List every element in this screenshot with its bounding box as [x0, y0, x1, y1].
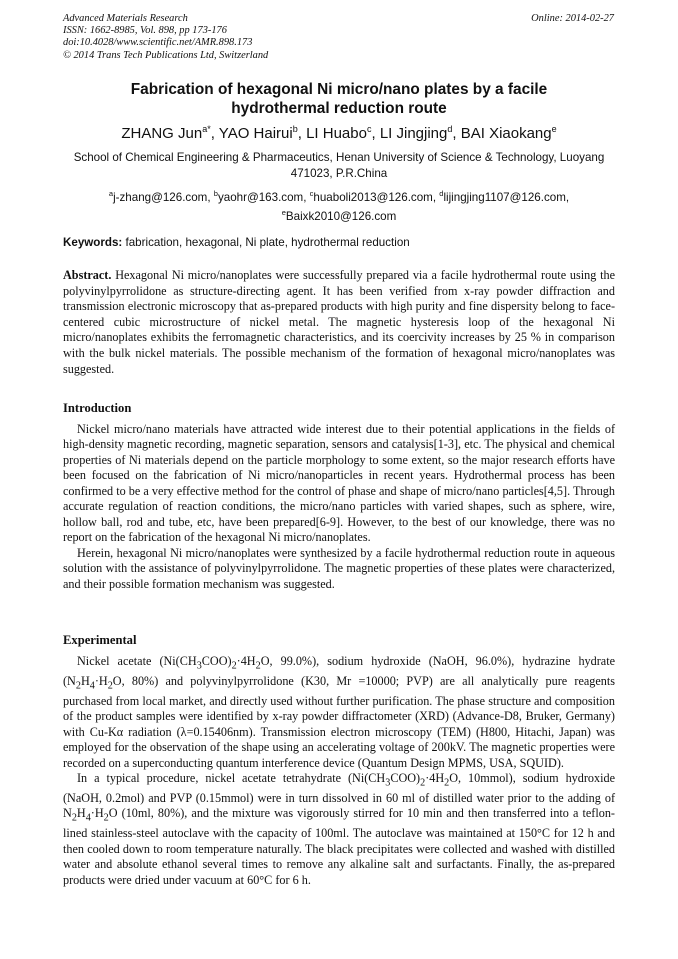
subscript: 2 — [255, 660, 261, 672]
email-address: j-zhang@126.com — [113, 190, 208, 204]
experimental-body — [63, 654, 615, 888]
introduction-heading: Introduction — [63, 401, 132, 415]
text-run: O (10ml, 80%), and the mixture was vigorously stirred for 10 min and then transferred into a teflon-lined stainless-steel autoclave with the capacity of 100ml. The autoclave was maintained at 150°C for 12 h and then cooled down to room temperature naturally. The black precipitates were collected and washed with distilled water and absolute ethanol several times to remove any alkaline salt and surfactants. Finally, the as-prepared products were dried under vacuum at 60°C for 6 h. — [63, 806, 615, 887]
email-sep: , — [565, 190, 570, 204]
email-sup: d — [439, 189, 444, 198]
text-run: O, 10mmol), sodium hydroxide (NaOH, 0.2mol) and PVP (0.15mmol) were in turn dissolved in 60 ml of distilled water prior to the adding of N — [63, 771, 615, 821]
author-sep: , — [297, 125, 307, 142]
keywords-label: Keywords: — [63, 236, 123, 249]
author-sep: , — [371, 125, 380, 142]
issn-line: ISSN: 1662-8985, Vol. 898, pp 173-176 — [63, 25, 227, 37]
subscript: 2 — [107, 680, 113, 692]
subscript: 2 — [231, 660, 237, 672]
text-run: COO) — [201, 654, 232, 668]
keywords-text: fabrication, hexagonal, Ni plate, hydrothermal reduction — [125, 236, 410, 249]
text-run: O, 80%) and polyvinylpyrrolidone (K30, Mr =10000; PVP) are all analytically pure reagents purchased from local market, and directly used without further purification. The phase structure and composition of the product samples were identified by x-ray powder diffractometer (XRD) (Advance-D8, Bruker, Germany) with Cu-Kα radiation (λ=0.15406nm). Transmission electron microscopy (TEM) (H800, Hitachi, Japan) was employed for the observation of the shape using an accelerating voltage of 200kV. The magnetic properties were recorded on a superconducting quantum interference device (Quantum Design MPMS, USA, SQUID). — [63, 673, 615, 770]
email-address: Baixk2010@126.com — [285, 209, 397, 223]
author-name: BAI Xiaokang — [460, 125, 552, 142]
text-run: ·4H — [236, 654, 256, 668]
subscript: 2 — [75, 680, 81, 692]
abstract-text: Hexagonal Ni micro/nanoplates were successfully prepared via a facile hydrothermal route using the polyvinylpyrrolidone as structure-directing agent. It has been verified from x-ray powder diffraction and transmission electronic microscopy that as-prepared products with high purity and fine dispersity belong to face-centered cubic microstructure of nickel metal. The magnetic hysteresis loop of the hexagonal Ni micro/nanoplates exhibits the ferromagnetic characteristics, and its coercivity increases by 25 % in comparison with the bulk nickel materials. The possible mechanism of the formation of hexagonal micro/nanoplates was suggested. — [63, 268, 616, 376]
author-name: ZHANG Jun — [121, 125, 203, 142]
subscript: 2 — [71, 812, 77, 824]
journal-header — [63, 13, 268, 62]
journal-name: Advanced Materials Research — [63, 13, 188, 24]
subscript: 2 — [420, 777, 426, 789]
email-sup: b — [213, 189, 218, 198]
subscript: 3 — [385, 777, 391, 789]
email-address: huaboli2013@126.com — [313, 190, 433, 204]
text-run: COO) — [390, 771, 421, 786]
author-sup: d — [447, 124, 453, 134]
email-sup: c — [309, 189, 314, 198]
subscript: 2 — [444, 777, 450, 789]
abstract-label: Abstract. — [63, 268, 112, 282]
subscript: 4 — [89, 680, 95, 692]
author-sup: a* — [202, 124, 211, 134]
author-list — [40, 124, 638, 142]
abstract — [63, 268, 615, 377]
subscript: 2 — [103, 812, 109, 824]
email-sep: , — [432, 190, 440, 204]
affiliation: School of Chemical Engineering & Pharmaceutics, Henan University of Science & Technology, Luoyang 471023, P.R.China — [73, 151, 605, 180]
author-sep: , — [210, 125, 219, 142]
text-run: ·H — [90, 806, 104, 821]
paragraph: Herein, hexagonal Ni micro/nanoplates were synthesized by a facile hydrothermal reduction route in aqueous solution with the assistance of polyvinylpyrrolidone. The magnetic properties of these plates were characterized, and their possible formation mechanism was suggested. — [63, 545, 615, 591]
text-run: H — [80, 673, 90, 688]
author-sup: b — [292, 124, 298, 134]
email-list — [40, 186, 638, 224]
paragraph — [63, 771, 615, 888]
subscript: 4 — [85, 812, 91, 824]
author-sup: e — [551, 124, 557, 134]
text-run: Nickel acetate (Ni(CH — [77, 654, 197, 668]
email-sup: a — [108, 189, 114, 198]
author-name: YAO Hairui — [218, 125, 293, 142]
text-run: O, 99.0%), sodium hydroxide (NaOH, 96.0%), hydrazine hydrate (N — [63, 654, 615, 688]
paper-title: Fabrication of hexagonal Ni micro/nano plates by a facile hydrothermal reduction route — [130, 81, 548, 117]
online-date: Online: 2014-02-27 — [531, 13, 614, 24]
email-sup: e — [281, 207, 286, 217]
text-run: H — [76, 806, 86, 821]
email-sep: , — [303, 190, 310, 204]
email-address: yaohr@163.com — [217, 190, 304, 204]
doi-line: doi:10.4028/www.scientific.net/AMR.898.173 — [63, 37, 253, 49]
text-run: In a typical procedure, nickel acetate tetrahydrate (Ni(CH — [77, 771, 386, 786]
experimental-heading: Experimental — [63, 633, 137, 647]
email-address: lijingjing1107@126.com — [443, 190, 566, 204]
subscript: 3 — [196, 660, 202, 672]
author-sep: , — [452, 125, 461, 142]
paragraph — [63, 654, 615, 771]
author-name: LI Jingjing — [379, 125, 448, 142]
keywords — [63, 236, 410, 249]
text-run: ·4H — [425, 771, 445, 786]
email-sep: , — [207, 190, 214, 204]
author-sup: c — [366, 124, 372, 134]
copyright-line: © 2014 Trans Tech Publications Ltd, Switzerland — [63, 49, 269, 61]
author-name: LI Huabo — [306, 125, 367, 142]
paragraph: Nickel micro/nano materials have attracted wide interest due to their potential applications in the fields of high-density magnetic recording, magnetic separation, sensors and catalysis[1-3], etc. The physical and chemical properties of Ni materials depend on the particle morphology to some extent, so the major research efforts have been focused on the fabrication of Ni micro/nanoparticles in recent years. Hydrothermal process has been confirmed to be a very effective method for the control of phase and shape of micro/nano particles[4,5]. Through accurate regulation of reaction conditions, the micro/nano particles with varied shapes, such as sphere, wire, hollow ball, rod and tube, etc, have been prepared[6-9]. However, to the best of our knowledge, there was no report on the fabrication of the hexagonal Ni micro/nanoplates. — [63, 422, 615, 545]
introduction-body — [63, 422, 615, 592]
text-run: ·H — [94, 673, 108, 688]
